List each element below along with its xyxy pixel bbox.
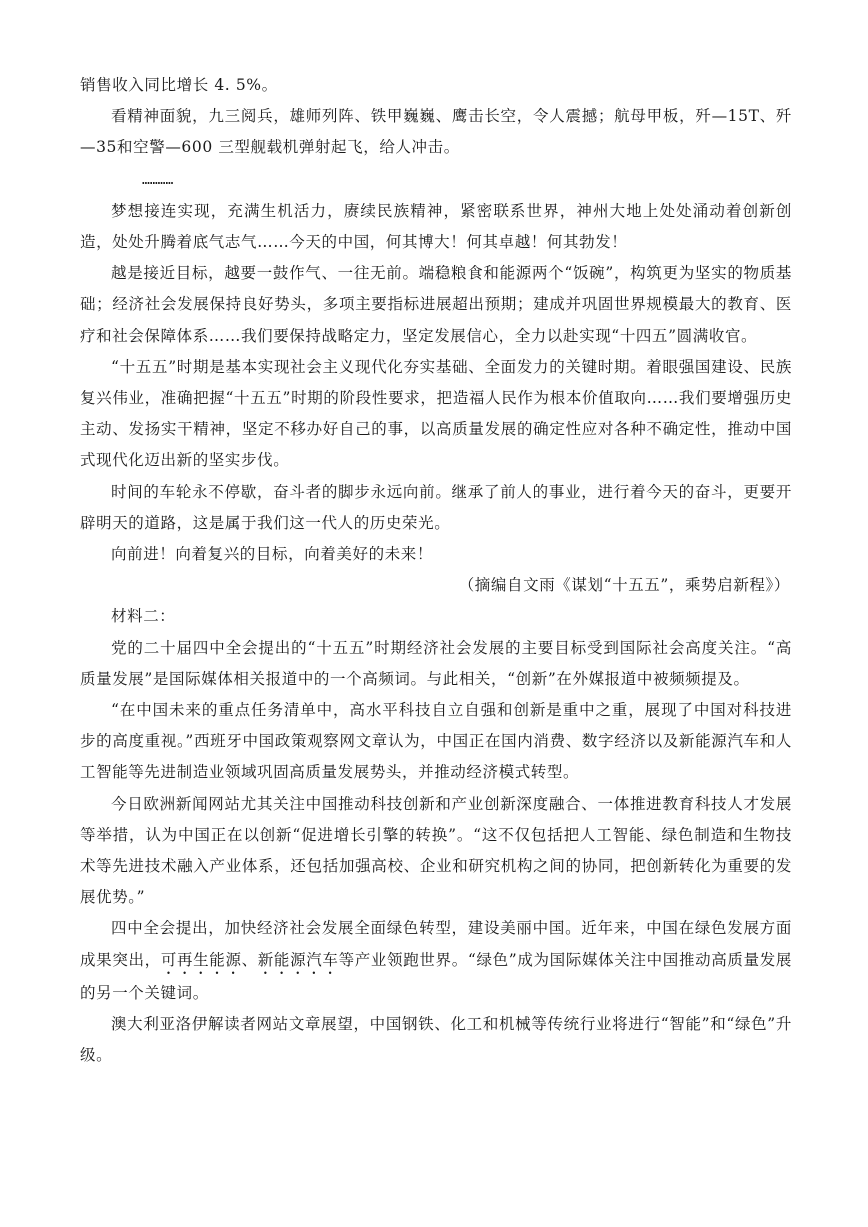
paragraph-sales: 销售收入同比增长 4. 5%。: [80, 76, 278, 94]
paragraph-dream: 梦想接连实现，充满生机活力，赓续民族精神，紧密联系世界，神州大地上处处涌动着创新创造，处处升腾着底气志气……今天的中国，何其博大！何其卓越！何其勃发！: [80, 201, 792, 252]
paragraph-time: 时间的车轮永不停歇，奋斗者的脚步永远向前。继承了前人的事业，进行着今天的奋斗，更要开辟明天的道路，这是属于我们这一代人的历史荣光。: [80, 482, 792, 532]
paragraph-15th-plan: “十五五”时期是基本实现社会主义现代化夯实基础、全面发力的关键时期。着眼强国建设、民族复兴伟业，准确把握“十五五”时期的阶段性要求，把造福人民作为根本价值取向……我们要增强历史主动、发扬实干精神，坚定不移办好自己的事，以高质量发展的确定性应对各种不确定性，推动中国式现代化迈出新的坚实步伐。: [80, 357, 792, 470]
emphasis-dotted-text: 可再生能源、新能源汽车: [160, 950, 339, 969]
green-text-after: 等产业领跑世界。“绿色”成为国际媒体关注中国推动高质量发展的另一个关键词。: [80, 950, 792, 1002]
paragraph-goal: 越是接近目标，越要一鼓作气、一往无前。端稳粮食和能源两个“饭碗”，构筑更为坚实的物质基础；经济社会发展保持良好势头，多项主要指标进展超出预期；建成并巩固世界规模最大的教育、医疗和社会保障体系……我们要保持战略定力，坚定发展信心，全力以赴实现“十四五”圆满收官。: [80, 264, 792, 345]
paragraph-plenum: 党的二十届四中全会提出的“十五五”时期经济社会发展的主要目标受到国际社会高度关注。“高质量发展”是国际媒体相关报道中的一个高频词。与此相关，“创新”在外媒报道中被频频提及。: [80, 638, 792, 688]
paragraph-euronews: 今日欧洲新闻网站尤其关注中国推动科技创新和产业创新深度融合、一体推进教育科技人才发展等举措，认为中国正在以创新“促进增长引擎的转换”。“这不仅包括把人工智能、绿色制造和生物技术等先进技术融入产业体系，还包括加强高校、企业和研究机构之间的协同，把创新转化为重要的发展优势。”: [80, 794, 792, 907]
material-two-heading: 材料二：: [111, 607, 176, 626]
paragraph-spirit: 看精神面貌，九三阅兵，雄师列阵、铁甲巍巍、鹰击长空，令人震撼；航母甲板，歼—15T、歼—35和空警—600 三型舰载机弹射起飞，给人冲击。: [80, 107, 792, 157]
paragraph-ellipsis: [80, 164, 792, 196]
document-body: [80, 70, 792, 1071]
paragraph-spain: “在中国未来的重点任务清单中，高水平科技自立自强和创新是重中之重，展现了中国对科技进步的高度重视。”西班牙中国政策观察网文章认为，中国正在国内消费、数字经济以及新能源汽车和人工智能等先进制造业领域巩固高质量发展势头，并推动经济模式转型。: [80, 701, 792, 782]
paragraph-green: [80, 913, 792, 1008]
paragraph-forward: 向前进！向着复兴的目标，向着美好的未来！: [111, 545, 434, 564]
paragraph-australia: 澳大利亚洛伊解读者网站文章展望，中国钢铁、化工和机械等传统行业将进行“智能”和“绿色”升级。: [80, 1014, 792, 1065]
ellipsis-dots: …………: [142, 172, 174, 188]
source-citation: （摘编自文雨《谋划“十五五”，乘势启新程》）: [458, 576, 790, 595]
green-text-before: 四中全会提出，加快经济社会发展全面绿色转型，建设美丽中国。近年来，中国在绿色发展方面成果突出，: [80, 919, 792, 969]
